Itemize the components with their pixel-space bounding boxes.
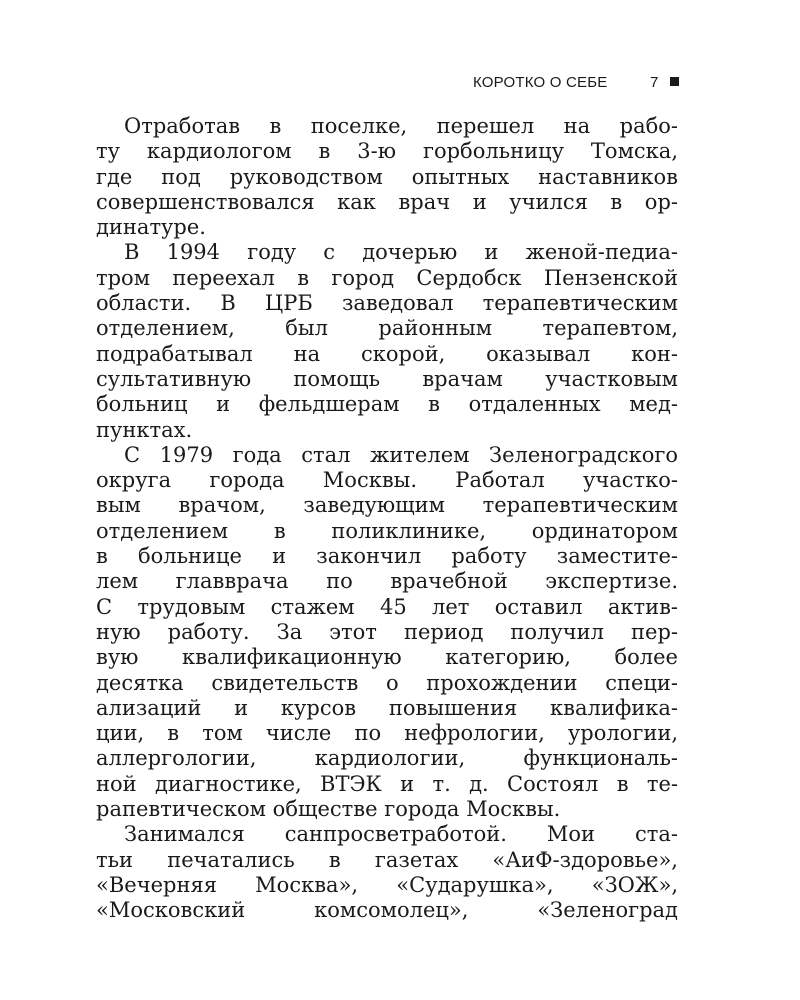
- text-line: Занимался санпросветработой. Мои ста-: [124, 822, 678, 847]
- running-header: [430, 73, 678, 93]
- text-line: больниц и фельдшерам в отдаленных мед-: [96, 392, 678, 417]
- text-line: в больнице и закончил работу заместите-: [96, 544, 678, 569]
- page-number: 7: [650, 74, 659, 91]
- square-bullet-icon: [670, 77, 679, 86]
- paragraph: [96, 822, 678, 923]
- section-title: КОРОТКО О СЕБЕ: [473, 74, 608, 91]
- body-text: [96, 114, 678, 924]
- text-line: отделением в поликлинике, ординатором: [96, 518, 678, 543]
- text-line: ту кардиологом в 3-ю горбольницу Томска,: [96, 139, 678, 164]
- text-line: совершенствовался как врач и учился в ор-: [96, 189, 678, 214]
- text-line: ализаций и курсов повышения квалифика-: [96, 695, 678, 720]
- text-line: динатуре.: [96, 215, 206, 240]
- paragraph: [96, 114, 678, 240]
- text-line: тьи печатались в газетах «АиФ-здоровье»,: [96, 847, 678, 872]
- text-line: рапевтическом обществе города Москвы.: [96, 797, 561, 822]
- text-line: ную работу. За этот период получил пер-: [96, 619, 678, 644]
- text-line: ции, в том числе по нефрологии, урологии,: [96, 721, 678, 746]
- text-line: округа города Москвы. Работал участко-: [96, 468, 678, 493]
- text-line: «Вечерняя Москва», «Сударушка», «ЗОЖ»,: [96, 872, 678, 897]
- text-line: «Московский комсомолец», «Зеленоград: [96, 898, 678, 923]
- text-line: Отработав в поселке, перешел на рабо-: [124, 114, 678, 138]
- text-line: сультативную помощь врачам участковым: [96, 366, 678, 391]
- text-line: подрабатывал на скорой, оказывал кон-: [96, 341, 678, 366]
- text-line: тром переехал в город Сердобск Пензенской: [96, 265, 678, 290]
- text-line: ной диагностике, ВТЭК и т. д. Состоял в те-: [96, 771, 678, 796]
- text-line: вую квалификационную категорию, более: [96, 645, 678, 670]
- text-line: пунктах.: [96, 417, 193, 442]
- paragraph: [96, 443, 678, 822]
- text-line: В 1994 году с дочерью и женой-педиа-: [124, 240, 678, 265]
- text-line: где под руководством опытных наставников: [96, 164, 678, 189]
- text-line: лем главврача по врачебной экспертизе.: [96, 569, 678, 594]
- paragraph: [96, 240, 678, 442]
- text-line: С 1979 года стал жителем Зеленоградского: [124, 442, 678, 467]
- text-line: отделением, был районным терапевтом,: [96, 316, 678, 341]
- text-line: области. В ЦРБ заведовал терапевтическим: [96, 291, 678, 316]
- text-line: вым врачом, заведующим терапевтическим: [96, 493, 678, 518]
- text-line: десятка свидетельств о прохождении специ-: [96, 670, 678, 695]
- text-line: С трудовым стажем 45 лет оставил актив-: [96, 594, 678, 619]
- text-line: аллергологии, кардиологии, функциональ-: [96, 746, 678, 771]
